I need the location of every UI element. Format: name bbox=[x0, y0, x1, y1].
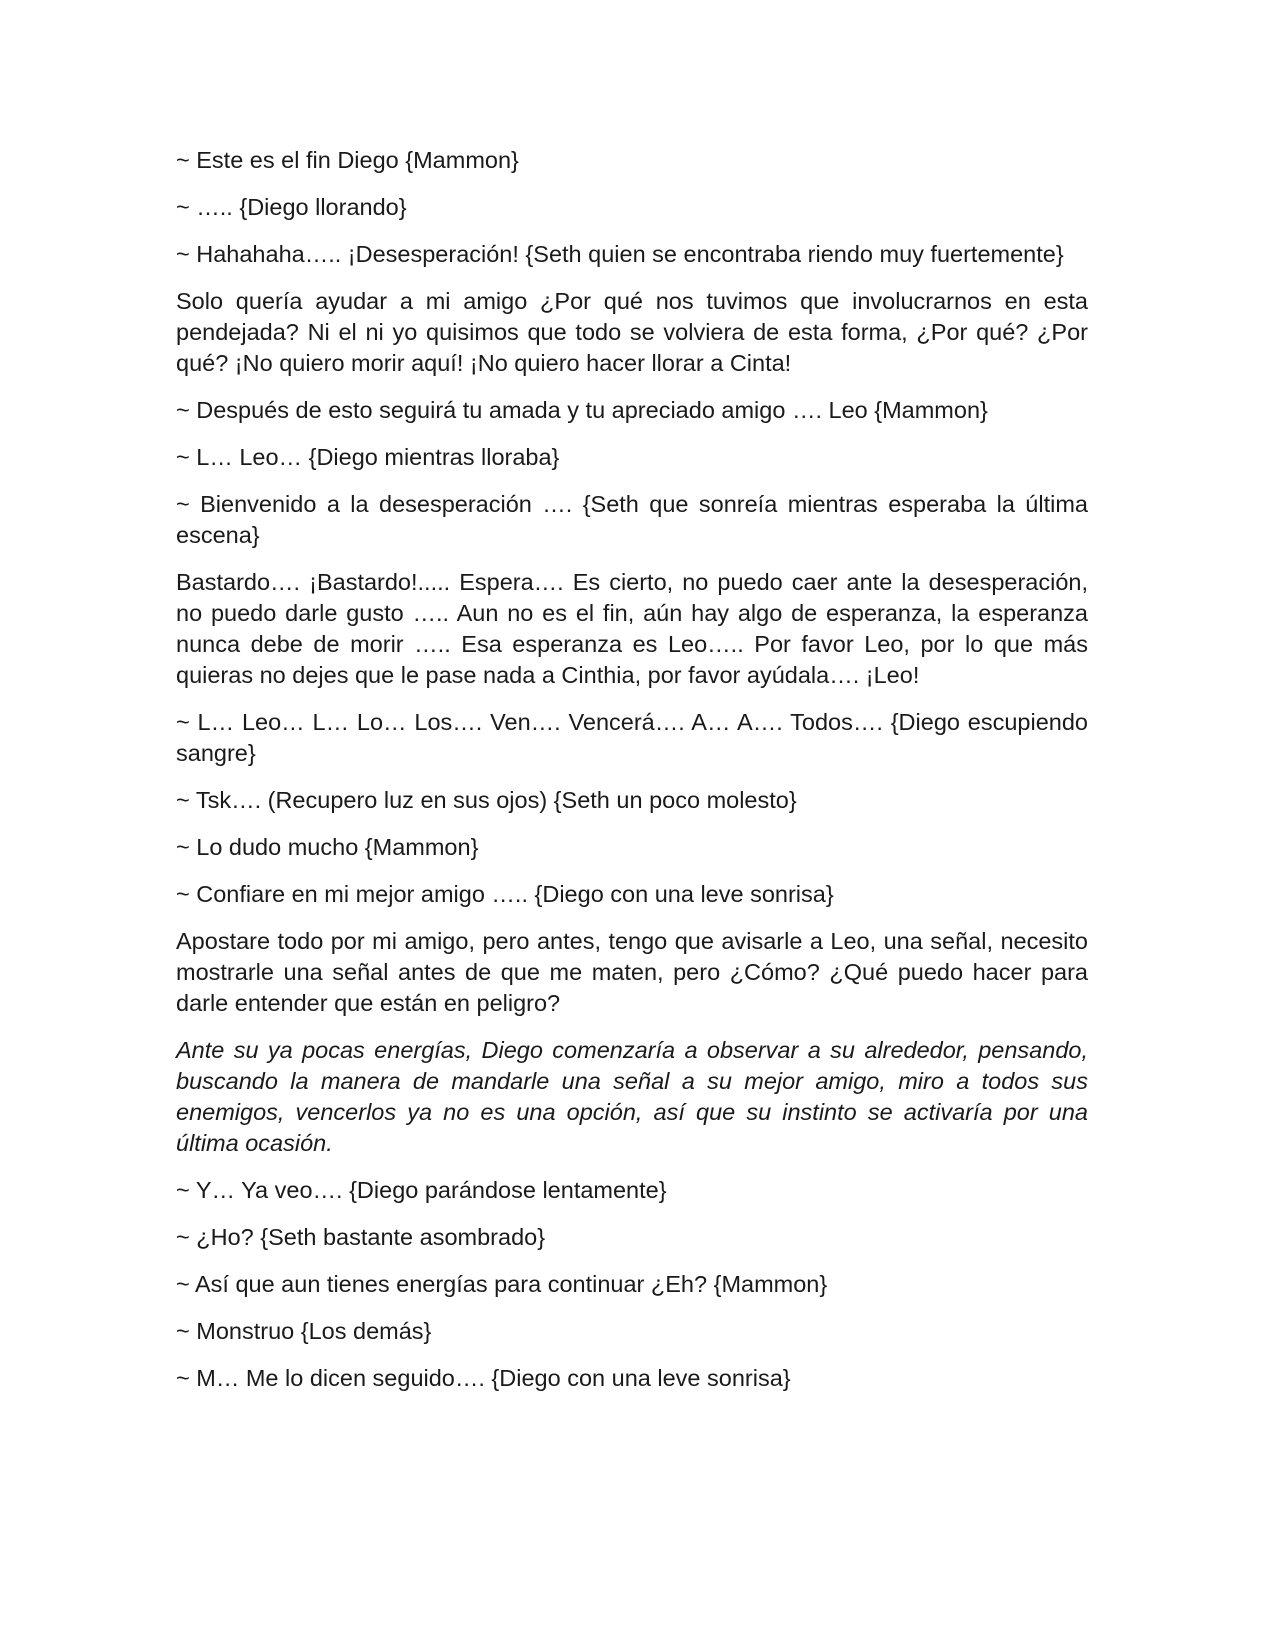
dialogue-line: ~ Bienvenido a la desesperación …. {Seth que sonreía mientras esperaba la última escena} bbox=[176, 491, 1088, 548]
dialogue-line: ~ L… Leo… L… Lo… Los…. Ven…. Vencerá…. A… A…. Todos…. {Diego escupiendo sangre} bbox=[176, 709, 1088, 766]
narration-paragraph: Solo quería ayudar a mi amigo ¿Por qué nos tuvimos que involucrarnos en esta pendejada? Ni el ni yo quisimos que todo se volviera de esta forma, ¿Por qué? ¿Por qué? ¡No quiero morir aquí! ¡No quiero hacer llorar a Cinta! bbox=[176, 288, 1088, 376]
document-page bbox=[176, 145, 1088, 1410]
dialogue-line: ~ Hahahaha….. ¡Desesperación! {Seth quien se encontraba riendo muy fuertemente} bbox=[176, 241, 1064, 267]
narration-paragraph: Apostare todo por mi amigo, pero antes, tengo que avisarle a Leo, una señal, necesito mostrarle una señal antes de que me maten, pero ¿Cómo? ¿Qué puedo hacer para darle entender que están en peligro? bbox=[176, 928, 1088, 1016]
dialogue-line: ~ ¿Ho? {Seth bastante asombrado} bbox=[176, 1224, 546, 1250]
dialogue-line: ~ Tsk…. (Recupero luz en sus ojos) {Seth un poco molesto} bbox=[176, 787, 797, 813]
dialogue-line: ~ Después de esto seguirá tu amada y tu apreciado amigo …. Leo {Mammon} bbox=[176, 397, 988, 423]
italic-narration-paragraph: Ante su ya pocas energías, Diego comenzaría a observar a su alrededor, pensando, buscando la manera de mandarle una señal a su mejor amigo, miro a todos sus enemigos, vencerlos ya no es una opción, así que su instinto se activaría por una última ocasión. bbox=[176, 1037, 1088, 1156]
dialogue-line: ~ Y… Ya veo…. {Diego parándose lentamente} bbox=[176, 1177, 667, 1203]
dialogue-line: ~ L… Leo… {Diego mientras lloraba} bbox=[176, 444, 560, 470]
narration-paragraph: Bastardo…. ¡Bastardo!..... Espera…. Es cierto, no puedo caer ante la desesperación, no puedo darle gusto ….. Aun no es el fin, aún hay algo de esperanza, la esperanza nunca debe de morir ….. Esa esperanza es Leo….. Por favor Leo, por lo que más quieras no dejes que le pase nada a Cinthia, por favor ayúdala…. ¡Leo! bbox=[176, 569, 1088, 688]
dialogue-line: ~ Este es el fin Diego {Mammon} bbox=[176, 147, 519, 173]
dialogue-line: ~ Monstruo {Los demás} bbox=[176, 1318, 432, 1344]
dialogue-line: ~ Confiare en mi mejor amigo ….. {Diego con una leve sonrisa} bbox=[176, 881, 834, 907]
dialogue-line: ~ Así que aun tienes energías para continuar ¿Eh? {Mammon} bbox=[176, 1271, 828, 1297]
dialogue-line: ~ ….. {Diego llorando} bbox=[176, 194, 407, 220]
dialogue-line: ~ M… Me lo dicen seguido…. {Diego con una leve sonrisa} bbox=[176, 1365, 791, 1391]
dialogue-line: ~ Lo dudo mucho {Mammon} bbox=[176, 834, 479, 860]
